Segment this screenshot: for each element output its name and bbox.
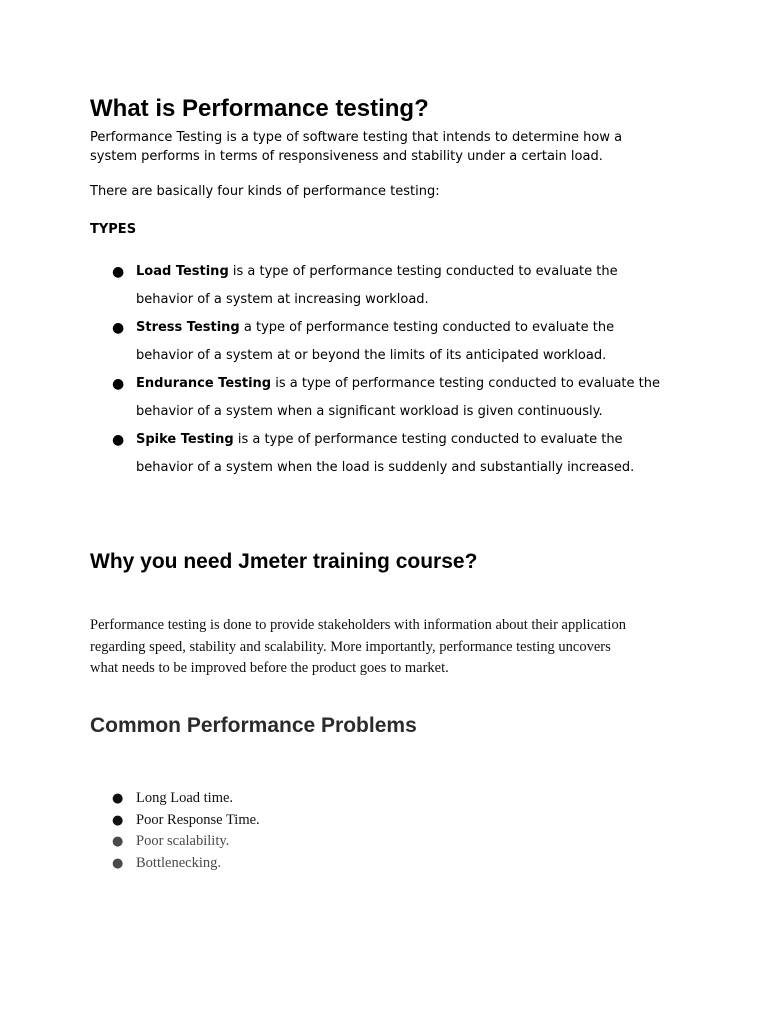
problems-list: [90, 788, 490, 874]
problem-text: Poor Response Time.: [136, 811, 260, 828]
list-item-endurance-testing: [90, 370, 690, 426]
intro-line-1: Performance Testing is a type of software testing that intends to determine how a: [90, 130, 623, 145]
list-item-load-testing: [90, 258, 690, 314]
jmeter-paragraph: [90, 615, 690, 680]
list-item-stress-testing: [90, 314, 690, 370]
problem-text: Poor scalability.: [136, 833, 230, 849]
bullet-icon: ●: [112, 855, 124, 871]
jmeter-line-3: what needs to be improved before the product goes to market.: [90, 660, 449, 676]
bullet-icon: ●: [112, 791, 124, 806]
bullet-icon: ●: [112, 834, 124, 849]
section-title-common-problems: Common Performance Problems: [90, 714, 417, 737]
intro-line-2: system performs in terms of responsiveness and stability under a certain load.: [90, 149, 603, 164]
bullet-icon: ●: [112, 376, 125, 392]
bullet-icon: ●: [112, 320, 125, 336]
type-desc-line-2: behavior of a system at increasing workload.: [136, 292, 429, 307]
type-desc-line-1: is a type of performance testing conducted to evaluate the: [233, 432, 623, 447]
problem-text: Bottlenecking.: [136, 854, 221, 871]
intro-paragraph: [90, 128, 680, 166]
type-desc-line-2: behavior of a system when a significant workload is given continuously.: [136, 404, 603, 419]
list-item-problem: [90, 853, 490, 875]
type-desc-line-2: behavior of a system when the load is suddenly and substantially increased.: [136, 460, 635, 475]
bullet-icon: ●: [112, 264, 125, 280]
types-label: TYPES: [90, 222, 137, 237]
bullet-icon: ●: [112, 812, 124, 828]
type-desc-line-1: a type of performance testing conducted to evaluate the: [239, 320, 615, 335]
type-name: Load Testing: [136, 264, 229, 279]
kinds-sentence: There are basically four kinds of performance testing:: [90, 184, 440, 199]
type-desc-line-1: is a type of performance testing conducted to evaluate the: [228, 264, 618, 279]
type-desc-line-1: is a type of performance testing conducted to evaluate the: [271, 376, 660, 391]
type-name: Endurance Testing: [136, 376, 272, 391]
type-name: Spike Testing: [136, 432, 234, 447]
problem-text: Long Load time.: [136, 790, 234, 806]
list-item-problem: [90, 810, 490, 832]
bullet-icon: ●: [112, 432, 125, 448]
type-name: Stress Testing: [136, 320, 240, 335]
types-list: [90, 258, 690, 482]
section-title-jmeter-course: Why you need Jmeter training course?: [90, 550, 478, 573]
list-item-problem: [90, 831, 490, 853]
section-title-performance-testing: What is Performance testing?: [90, 95, 429, 122]
type-desc-line-2: behavior of a system at or beyond the limits of its anticipated workload.: [136, 348, 607, 363]
jmeter-line-2: regarding speed, stability and scalability. More importantly, performance testing uncovers: [90, 638, 611, 655]
list-item-spike-testing: [90, 426, 690, 482]
list-item-problem: [90, 788, 490, 810]
jmeter-line-1: Performance testing is done to provide stakeholders with information about their application: [90, 617, 626, 633]
